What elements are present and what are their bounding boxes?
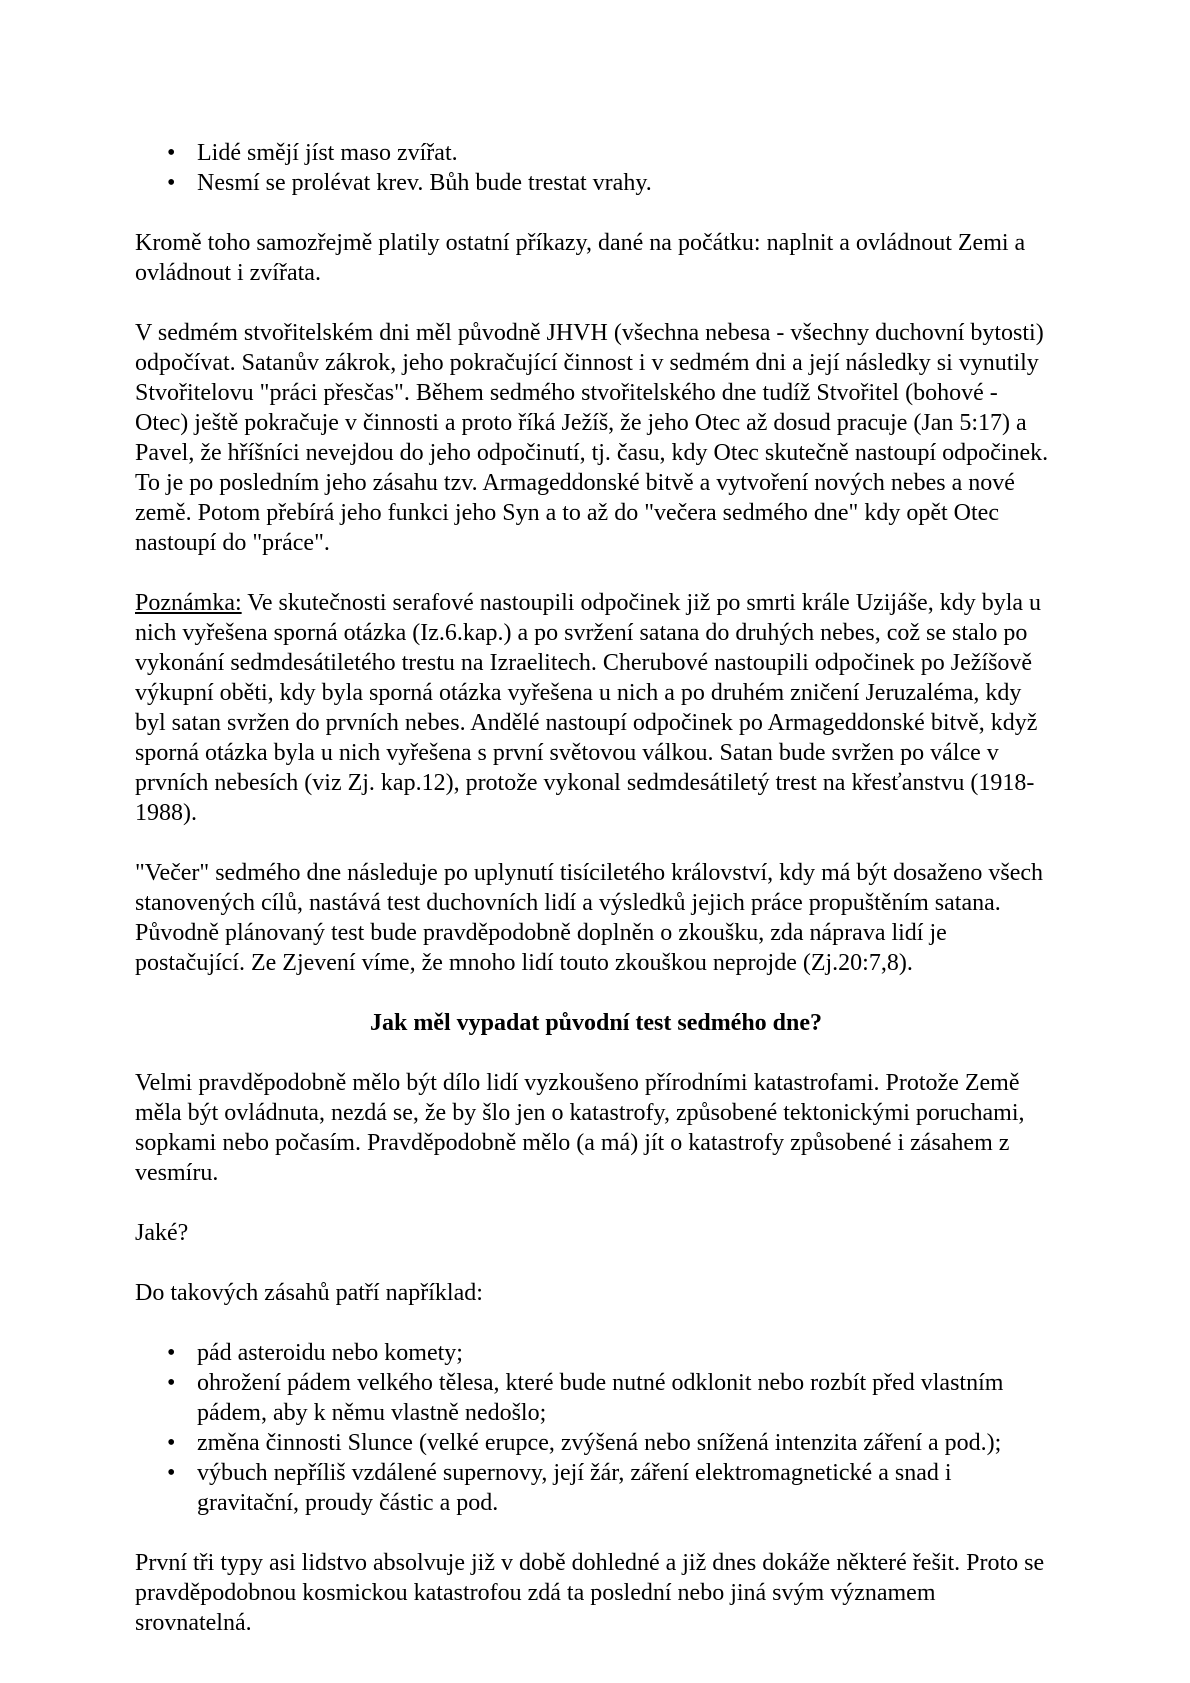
list-item: • pád asteroidu nebo komety; (135, 1338, 1057, 1368)
list-item: • výbuch nepříliš vzdálené supernovy, její žár, záření elektromagnetické a snad i gravitační, proudy částic a pod. (135, 1458, 1057, 1518)
list-item: • Lidé smějí jíst maso zvířat. (135, 138, 1057, 168)
intro-bullet-list (135, 138, 1057, 198)
paragraph-sedmy-den: V sedmém stvořitelském dni měl původně JHVH (všechna nebesa - všechny duchovní bytosti) odpočívat. Satanův zákrok, jeho pokračující činnost i v sedmém dni a její následky si vynutily Stvořitelovu "práci přesčas". Během sedmého stvořitelského dne tudíž Stvořitel (bohové - Otec) ještě pokračuje v činnosti a proto říká Ježíš, že jeho Otec až dosud pracuje (Jan 5:17) a Pavel, že hříšníci nevejdou do jeho odpočinutí, tj. času, kdy Otec skutečně nastoupí odpočinek. To je po posledním jeho zásahu tzv. Armageddonské bitvě a vytvoření nových nebes a nové země. Potom přebírá jeho funkci jeho Syn a to až do "večera sedmého dne" kdy opět Otec nastoupí do "práce". (135, 320, 1049, 556)
list-item: • změna činnosti Slunce (velké erupce, zvýšená nebo snížená intenzita záření a pod.); (135, 1428, 1057, 1458)
list-item: • ohrožení pádem velkého tělesa, které bude nutné odklonit nebo rozbít před vlastním pádem, aby k němu vlastně nedošlo; (135, 1368, 1057, 1428)
paragraph-krome: Kromě toho samozřejmě platily ostatní příkazy, dané na počátku: naplnit a ovládnout Zemi a ovládnout i zvířata. (135, 230, 1026, 286)
paragraph-jake: Jaké? (135, 1220, 189, 1246)
paragraph-prvni: První tři typy asi lidstvo absolvuje již v době dohledné a již dnes dokáže některé řešit. Proto se pravděpodobnou kosmickou katastrofou zdá ta poslední nebo jiná svým významem srovnatelná. (135, 1550, 1045, 1636)
note-label: Poznámka: (135, 590, 242, 616)
paragraph-poznamka (135, 588, 1057, 828)
section-heading: Jak měl vypadat původní test sedmého dne? (369, 1010, 823, 1036)
paragraph-velmi: Velmi pravděpodobně mělo být dílo lidí vyzkoušeno přírodními katastrofami. Protože Země měla být ovládnuta, nezdá se, že by šlo jen o katastrofy, způsobené tektonickými poruchami, sopkami nebo počasím. Pravděpodobně mělo (a má) jít o katastrofy způsobené i zásahem z vesmíru. (135, 1070, 1025, 1186)
paragraph-do-takovych: Do takových zásahů patří například: (135, 1280, 483, 1306)
impact-bullet-list (135, 1338, 1057, 1518)
paragraph-vecer: "Večer" sedmého dne následuje po uplynutí tisíciletého království, kdy má být dosaženo všech stanovených cílů, nastává test duchovních lidí a výsledků jejich práce propuštěním satana. Původně plánovaný test bude pravděpodobně doplněn o zkoušku, zda náprava lidí je postačující. Ze Zjevení víme, že mnoho lidí touto zkouškou neprojde (Zj.20:7,8). (135, 860, 1044, 976)
list-item: • Nesmí se prolévat krev. Bůh bude trestat vrahy. (135, 168, 1057, 198)
document-body (135, 138, 1057, 1668)
note-text: Ve skutečnosti serafové nastoupili odpočinek již po smrti krále Uzijáše, kdy byla u nich vyřešena sporná otázka (Iz.6.kap.) a po svržení satana do druhých nebes, což se stalo po vykonání sedmdesátiletého trestu na Izraelitech. Cherubové nastoupili odpočinek po Ježíšově výkupní oběti, kdy byla sporná otázka vyřešena u nich a po druhém zničení Jeruzaléma, kdy byl satan svržen do prvních nebes. Andělé nastoupí odpočinek po Armageddonské bitvě, když sporná otázka byla u nich vyřešena s první světovou válkou. Satan bude svržen po válce v prvních nebesích (viz Zj. kap.12), protože vykonal sedmdesátiletý trest na křesťanstvu (1918-1988). (135, 590, 1042, 826)
